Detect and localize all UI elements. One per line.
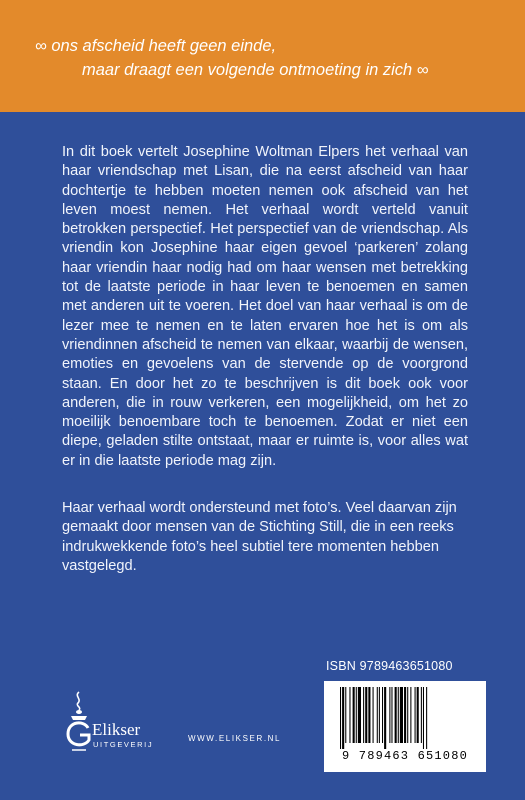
publisher-subtitle: UITGEVERIJ xyxy=(93,740,154,749)
blurb-paragraph-2: Haar verhaal wordt ondersteund met foto’s. Veel daarvan zijn gemaakt door mensen van de Stichting Still, die in een reeks indrukwekkende foto’s heel subtiel tere momenten hebben vastgelegd. xyxy=(62,500,457,574)
barcode-icon xyxy=(340,687,470,749)
cover-quote xyxy=(35,34,505,82)
publisher-name: Elikser xyxy=(92,720,141,739)
barcode-digits: 9 789463 651080 xyxy=(341,749,469,763)
publisher-website: WWW.ELIKSER.NL xyxy=(188,734,282,743)
isbn-barcode xyxy=(324,681,486,772)
quote-line-1: ∞ ons afscheid heeft geen einde, xyxy=(35,37,277,55)
publisher-logo xyxy=(62,688,172,758)
publisher-emblem-icon xyxy=(62,690,96,754)
blurb xyxy=(62,143,468,604)
isbn-label: ISBN 9789463651080 xyxy=(326,659,453,673)
quote-line-2: maar draagt een volgende ontmoeting in zich ∞ xyxy=(82,61,429,79)
quote-banner xyxy=(0,0,525,112)
blurb-paragraph-1: In dit boek vertelt Josephine Woltman Elpers het verhaal van haar vriendschap met Lisan, die na eerst afscheid van haar dochtertje te hebben moeten nemen ook afscheid van het leven moest nemen. Het verhaal wordt verteld vanuit betrokken perspectief. Het perspectief van de vriendschap. Als vriendin kon Josephine haar eigen gevoel ‘parkeren’ zolang haar vriendin haar nodig had om haar wensen met betrekking tot de laatste periode in haar leven te benoemen en samen met anderen uit te voeren. Het doel van haar verhaal is om de lezer mee te nemen en te laten ervaren hoe het is om als vriendinnen afscheid te nemen van elkaar, waarbij de wensen, emoties en gevoelens van de stervende op de voorgrond staan. En door het zo te beschrijven is dit boek ook voor anderen, die in rouw verkeren, een mogelijkheid, om het zo moeilijk benoembare toch te benoemen. Zodat er niet een diepe, geladen stilte ontstaat, maar er ruimte is, voor alles wat er in die laatste periode mag zijn. xyxy=(62,144,468,469)
